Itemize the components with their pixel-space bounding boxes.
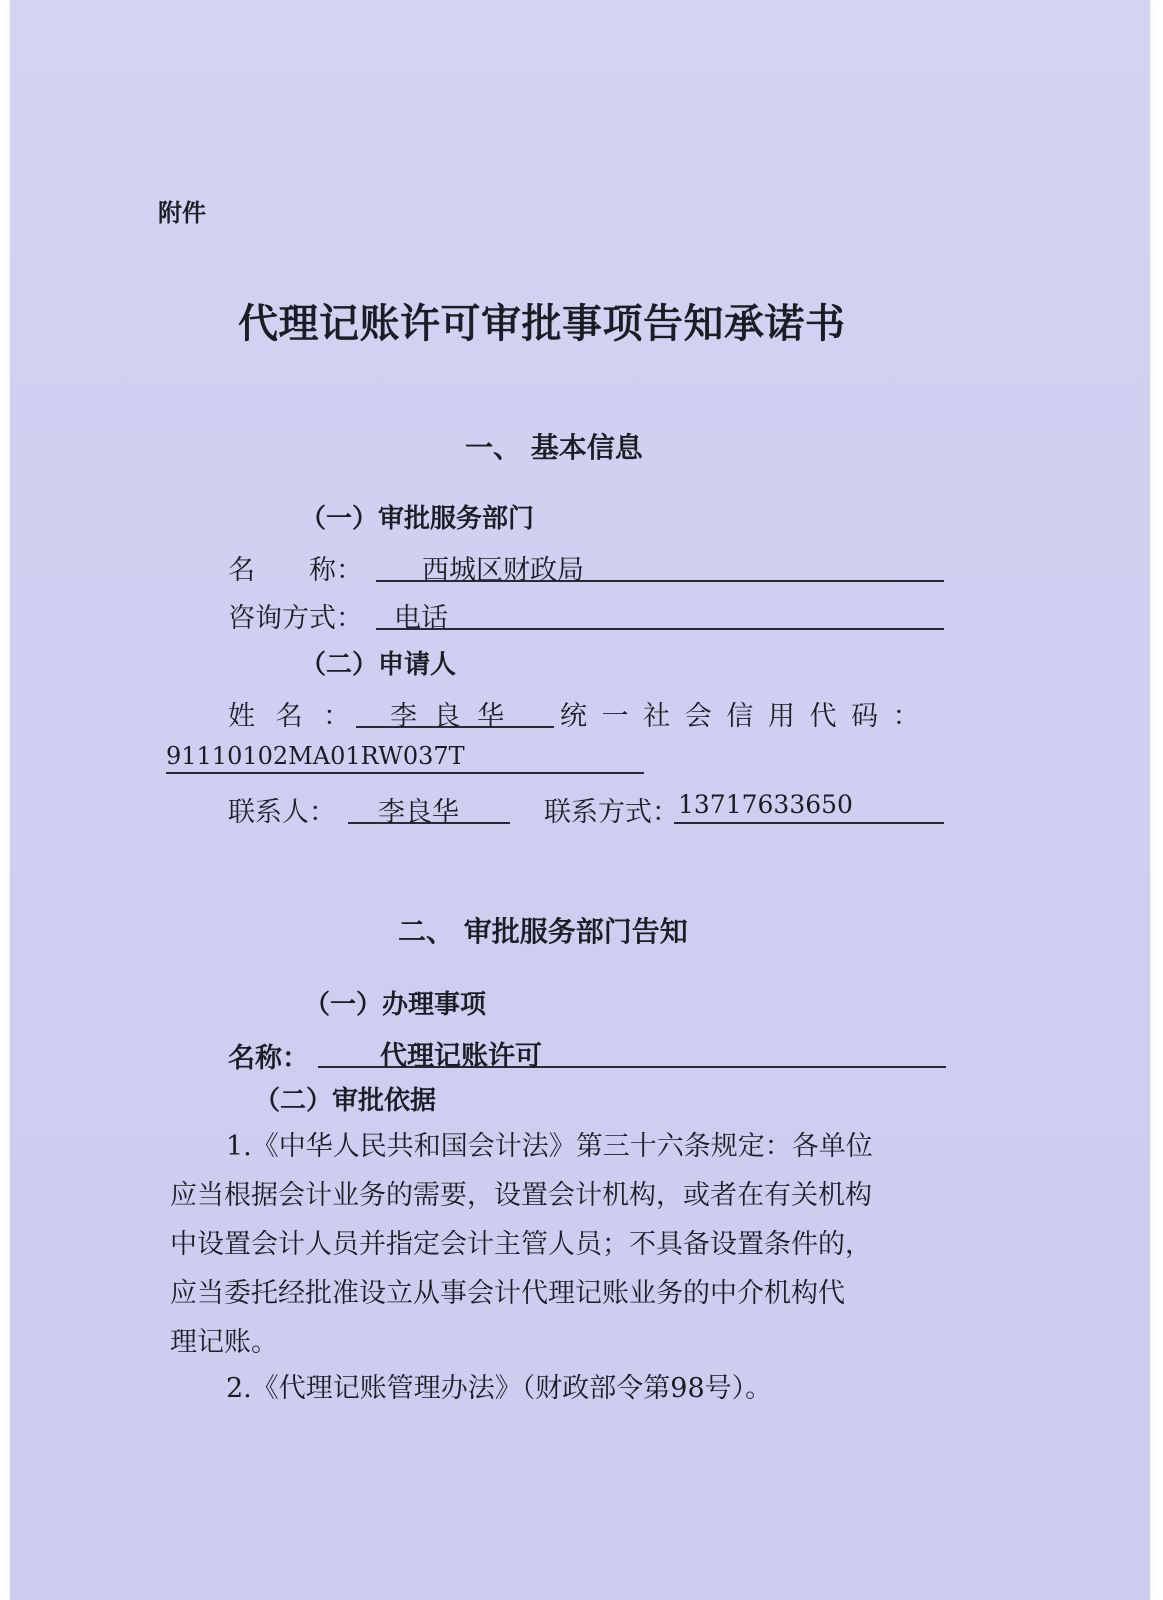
basis-line: 应当委托经批准设立从事会计代理记账业务的中介机构代 — [170, 1278, 845, 1309]
basis-subheading: （二）审批依据 — [254, 1086, 437, 1116]
dept-subheading: （一）审批服务部门 — [300, 504, 535, 534]
credit-code-label: 统 一 社 会 信 用 代 码 ： — [560, 701, 923, 732]
applicant-name-value: 李 良 华 — [390, 701, 509, 732]
item-name-label: 名称： — [228, 1043, 309, 1074]
basis-paragraph-2: 2.《代理记账管理办法》（财政部令第98号）。 — [226, 1373, 773, 1404]
attachment-label: 附件 — [158, 199, 206, 227]
section1-heading: 一、 基本信息 — [465, 431, 643, 464]
dept-name-label: 名 称： — [228, 555, 363, 586]
credit-code-value: 91110102MA01RW037T — [166, 742, 465, 770]
document-page — [10, 0, 1150, 1600]
item-name-value: 代理记账许可 — [380, 1041, 542, 1072]
section2-heading: 二、 审批服务部门告知 — [398, 915, 688, 948]
basis-line: 理记账。 — [170, 1327, 278, 1358]
contact-person-label: 联系人： — [228, 797, 336, 828]
applicant-subheading: （二）申请人 — [300, 650, 457, 680]
contact-person-value: 李良华 — [378, 797, 459, 828]
item-subheading: （一）办理事项 — [304, 990, 487, 1020]
basis-line: 应当根据会计业务的需要，设置会计机构，或者在有关机构 — [170, 1180, 872, 1211]
dept-contact-value: 电话 — [394, 603, 448, 634]
dept-name-value: 西城区财政局 — [422, 555, 584, 586]
document-title: 代理记账许可审批事项告知承诺书 — [238, 301, 846, 347]
basis-line: 1.《中华人民共和国会计法》第三十六条规定：各单位 — [226, 1131, 873, 1162]
phone-label: 联系方式： — [544, 797, 679, 828]
applicant-name-label: 姓 名 ： — [228, 701, 357, 732]
credit-code-underline — [166, 772, 644, 774]
dept-contact-underline — [376, 628, 944, 630]
phone-underline — [674, 822, 944, 824]
phone-value: 13717633650 — [678, 790, 853, 819]
basis-line: 中设置会计人员并指定会计主管人员；不具备设置条件的， — [170, 1229, 872, 1260]
dept-contact-label: 咨询方式： — [228, 603, 363, 634]
